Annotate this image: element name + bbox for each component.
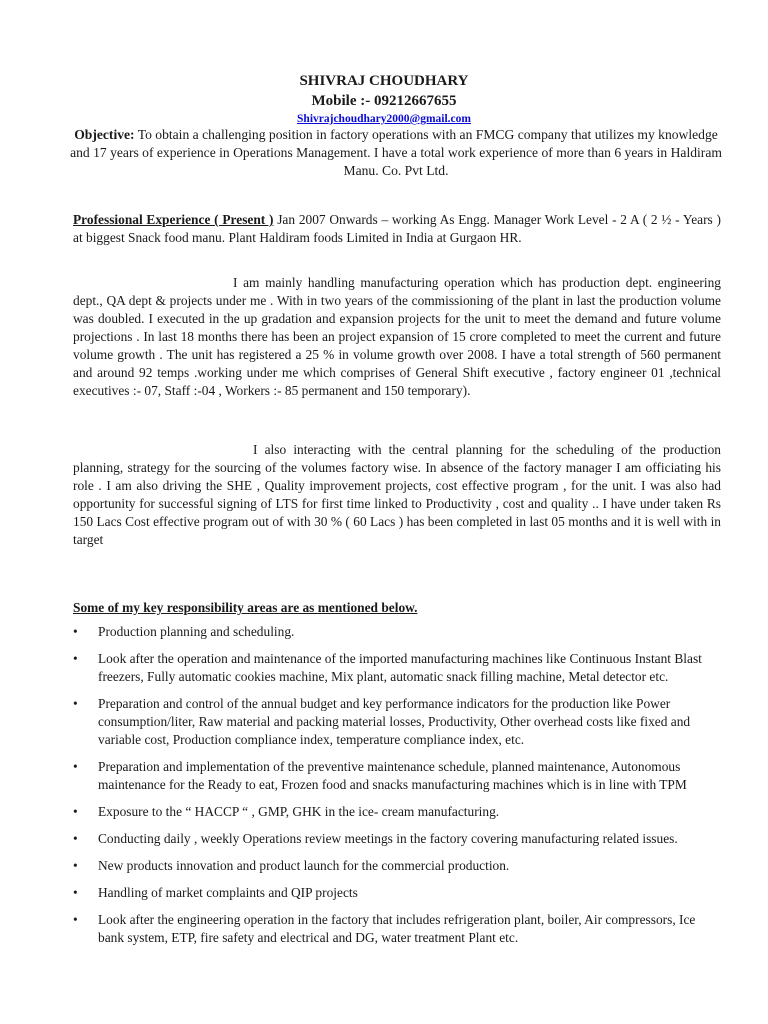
bullet-icon: • [73,831,78,846]
list-item-text: Conducting daily , weekly Operations review meetings in the factory covering manufacturing related issues. [98,831,678,846]
list-item [73,884,723,902]
objective-text: To obtain a challenging position in factory operations with an FMCG company that utilizes my knowledge and 17 years of experience in Operations Management. I have a total work experience of more than 6 years in Haldiram Manu. Co. Pvt Ltd. [70,127,722,178]
list-item [73,695,723,749]
experience-label: Professional Experience ( Present ) [73,212,274,227]
list-item-text: Handling of market complaints and QIP projects [98,885,358,900]
bullet-icon: • [73,858,78,873]
responsibilities-list [73,623,723,956]
list-item-text: Preparation and control of the annual budget and key performance indicators for the production like Power consumption/liter, Raw material and packing material losses, Productivity, Other overhead costs like fixed and variable cost, Production compliance index, temperature compliance index, etc. [98,696,691,747]
bullet-icon: • [73,912,78,927]
list-item [73,803,723,821]
list-item [73,623,723,641]
list-item-text: Look after the operation and maintenance of the imported manufacturing machines like Continuous Instant Blast freezers, Fully automatic cookies machine, Mix plant, automatic snack filling machine, Metal detector etc. [98,651,702,684]
list-item [73,857,723,875]
bullet-icon: • [73,885,78,900]
list-item-text: Preparation and implementation of the preventive maintenance schedule, planned maintenance, Autonomous maintenance for the Ready to eat, Frozen food and snacks manufacturing machines which is in line with TPM [98,759,687,792]
list-item [73,650,723,686]
email-link[interactable]: Shivrajchoudhary2000@gmail.com [297,113,471,125]
list-item-text: Production planning and scheduling. [98,624,295,639]
experience-intro [73,211,721,247]
list-item [73,758,723,794]
experience-intro-text: Jan 2007 Onwards – working As Engg. Manager Work Level - 2 A ( 2 ½ - Years ) at biggest Snack food manu. Plant Haldiram foods Limited in India at Gurgaon HR. [73,212,721,245]
bullet-icon: • [73,651,78,666]
responsibilities-heading: Some of my key responsibility areas are as mentioned below. [73,600,418,615]
bullet-icon: • [73,696,78,711]
list-item [73,830,723,848]
bullet-icon: • [73,624,78,639]
objective-section [70,126,722,180]
bullet-icon: • [73,804,78,819]
list-item-text: Look after the engineering operation in the factory that includes refrigeration plant, boiler, Air compressors, Ice bank system, ETP, fire safety and electrical and DG, water treatment Plant etc. [98,912,696,945]
experience-paragraph-2: I also interacting with the central planning for the scheduling of the production planning, strategy for the sourcing of the volumes factory wise. In absence of the factory manager I am officiating his role . I am also driving the SHE , Quality improvement projects, cost effective program , for the unit. I was also had opportunity for successful signing of LTS for first time linked to Productivity , cost and quality .. I have under taken Rs 150 Lacs Cost effective program out of with 30 % ( 60 Lacs ) has been completed in last 05 months and it is well with in target [73,442,721,547]
list-item [73,911,723,947]
objective-label: Objective: [74,127,135,142]
experience-paragraph-1: I am mainly handling manufacturing operation which has production dept. engineering dept., QA dept & projects under me . With in two years of the commissioning of the plant in last the production volume was doubled. I executed in the up gradation and expansion projects for the unit to meet the demand and future volume projections . In last 18 months there has been an project expansion of 15 crore completed to meet the current and future volume growth . The unit has registered a 25 % in volume growth over 2008. I have a total strength of 560 permanent and around 92 temps .working under me which comprises of General Shift executive , factory engineer 01 ,technical executives :- 07, Staff :-04 , Workers :- 85 permanent and 150 temporary). [73,275,721,398]
list-item-text: New products innovation and product launch for the commercial production. [98,858,510,873]
candidate-name: SHIVRAJ CHOUDHARY [299,73,469,89]
bullet-icon: • [73,759,78,774]
list-item-text: Exposure to the “ HACCP “ , GMP, GHK in the ice- cream manufacturing. [98,804,500,819]
mobile-number: Mobile :- 09212667655 [311,93,457,109]
